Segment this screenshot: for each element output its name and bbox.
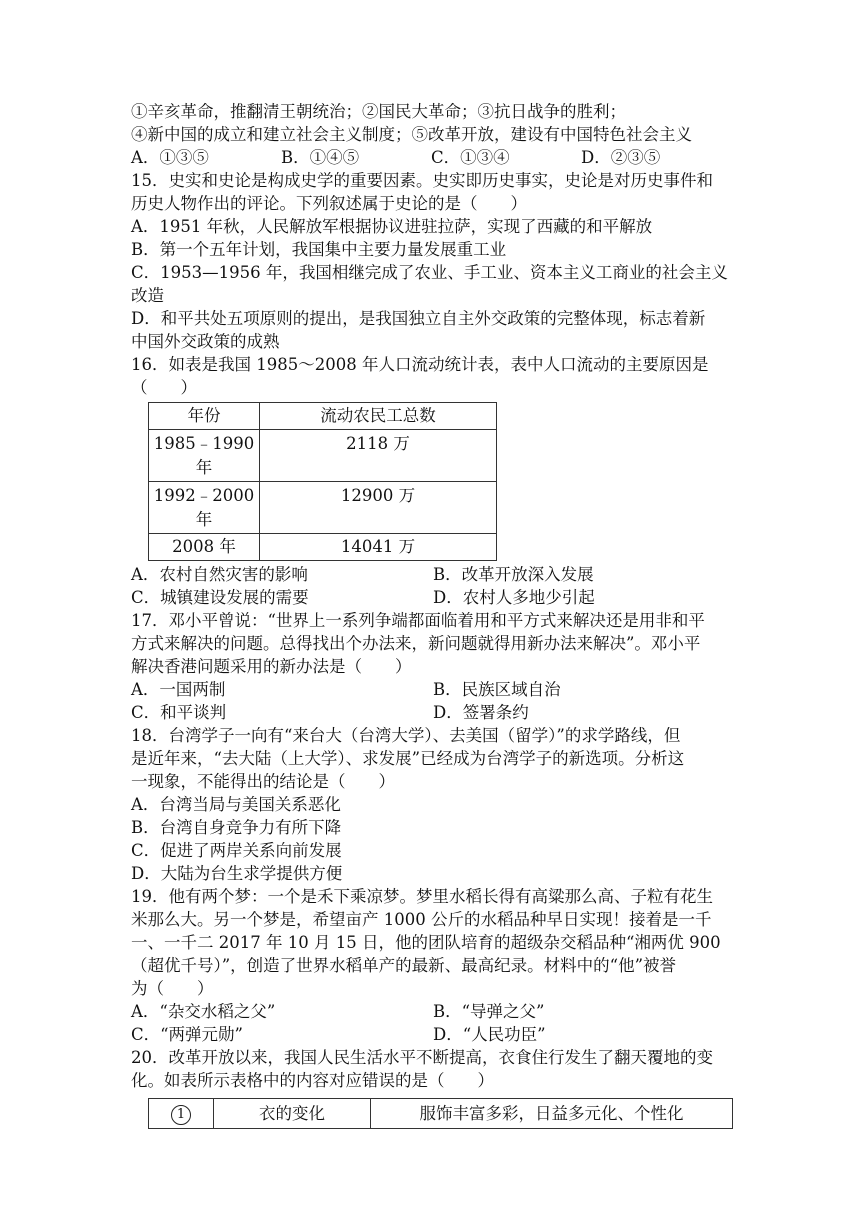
q18-option-d: D．大陆为台生求学提供方便 [131,864,343,883]
q15-stem-1: 15．史实和史论是构成史学的重要因素。史实即历史事实，史论是对历史事件和 [131,171,713,190]
q16-options-row-2 [131,586,735,609]
q14-option-d: D．②③⑤ [581,148,661,167]
q15-option-d-2: 中国外交政策的成熟 [131,332,280,351]
row-1-year [149,430,260,482]
q17-option-d: D．签署条约 [433,703,529,722]
q20-stem-2: 化。如表所示表格中的内容对应错误的是（ ） [131,1071,494,1090]
circled-number: 1 [171,1105,191,1125]
q17-stem-2: 方式来解决的问题。总得找出个办法来，新问题就得用新办法来解决”。邓小平 [131,634,701,653]
q14-option-a: A．①③⑤ [131,148,209,167]
q19-stem-3: 一、一千二 2017 年 10 月 15 日，他的团队培育的超级杂交稻品种“湘两优 900 [131,933,721,952]
row-2-year [149,482,260,534]
row-1-year-line-1: 1985﹣1990 [153,434,255,453]
row-number-cell [149,1099,214,1129]
q18-option-c: C．促进了两岸关系向前发展 [131,841,342,860]
q19-options-row-1 [131,1000,735,1023]
row-2-year-line-1: 1992﹣2000 [153,486,255,505]
q19-option-a: A．“杂交水稻之父” [131,1002,276,1021]
q16-option-d: D．农村人多地少引起 [433,588,595,607]
table-row [149,430,497,482]
q16-option-c: C．城镇建设发展的需要 [131,588,309,607]
q20-stem-1: 20．改革开放以来，我国人民生活水平不断提高，衣食住行发生了翻天覆地的变 [131,1048,713,1067]
exam-page [131,100,735,1129]
q14-option-b: B．①④⑤ [281,148,360,167]
row-2-value: 12900 万 [260,482,497,534]
q17-stem-1: 17．邓小平曾说：“世界上一系列争端都面临着用和平方式来解决还是用非和平 [131,611,705,630]
q17-stem-3: 解决香港问题采用的新办法是（ ） [131,657,412,676]
q19-option-d: D．“人民功臣” [433,1025,546,1044]
q19-stem-1: 19．他有两个梦：一个是禾下乘凉梦。梦里水稻长得有高粱那么高、子粒有花生 [131,887,713,906]
q17-options-row-1 [131,678,735,701]
q14-line-2: ④新中国的成立和建立社会主义制度；⑤改革开放，建设有中国特色社会主义 [131,125,692,144]
q18-option-a: A．台湾当局与美国关系恶化 [131,795,341,814]
q15-option-a: A．1951 年秋，人民解放军根据协议进驻拉萨，实现了西藏的和平解放 [131,217,653,236]
q15-option-d-1: D．和平共处五项原则的提出，是我国独立自主外交政策的完整体现，标志着新 [131,309,706,328]
q19-stem-5: 为（ ） [131,979,214,998]
row-3-year: 2008 年 [149,534,260,561]
q17-option-c: C．和平谈判 [131,703,227,722]
q18-stem-3: 一现象，不能得出的结论是（ ） [131,772,395,791]
q19-option-c: C．“两弹元勋” [131,1025,243,1044]
q17-options-row-2 [131,701,735,724]
table-row [149,1099,733,1129]
header-total: 流动农民工总数 [260,403,497,430]
row-2-year-line-2: 年 [195,510,213,529]
row-1-year-line-2: 年 [195,458,213,477]
header-year: 年份 [149,403,260,430]
row-1-value: 2118 万 [260,430,497,482]
q15-stem-2: 历史人物作出的评论。下列叙述属于史论的是（ ） [131,194,527,213]
q16-options-row-1 [131,563,735,586]
q18-stem-1: 18．台湾学子一向有“来台大（台湾大学）、去美国（留学）”的求学路线，但 [131,726,681,745]
table-header-row [149,403,497,430]
q14-options [131,146,735,169]
life-change-table [148,1098,733,1129]
q18-stem-2: 是近年来，“去大陆（上大学）、求发展”已经成为台湾学子的新选项。分析这 [131,749,685,768]
q15-option-c-2: 改造 [131,286,164,305]
row-3-value: 14041 万 [260,534,497,561]
table-row [149,534,497,561]
q14-line-1: ①辛亥革命，推翻清王朝统治；②国民大革命；③抗日战争的胜利； [131,102,626,121]
q19-options-row-2 [131,1023,735,1046]
q17-option-b: B．民族区域自治 [433,680,561,699]
q16-option-b: B．改革开放深入发展 [433,565,594,584]
migration-table [148,402,497,561]
row-category: 衣的变化 [214,1099,371,1129]
q19-stem-4: （超优千号）”，创造了世界水稻单产的最新、最高纪录。材料中的“他”被誉 [131,956,677,975]
q18-option-b: B．台湾自身竞争力有所下降 [131,818,342,837]
q15-option-b: B．第一个五年计划，我国集中主要力量发展重工业 [131,240,507,259]
q19-option-b: B．“导弹之父” [433,1002,545,1021]
q19-stem-2: 米那么大。另一个梦是，希望亩产 1000 公斤的水稻品种早日实现！接着是一千 [131,910,712,929]
q16-option-a: A．农村自然灾害的影响 [131,565,308,584]
row-description: 服饰丰富多彩，日益多元化、个性化 [371,1099,733,1129]
q15-option-c-1: C．1953—1956 年，我国相继完成了农业、手工业、资本主义工商业的社会主义 [131,263,728,282]
q14-option-c: C．①③④ [431,148,510,167]
table-row [149,482,497,534]
q17-option-a: A．一国两制 [131,680,226,699]
q16-stem-2: （ ） [131,378,197,397]
q16-stem-1: 16．如表是我国 1985～2008 年人口流动统计表，表中人口流动的主要原因是 [131,355,709,374]
